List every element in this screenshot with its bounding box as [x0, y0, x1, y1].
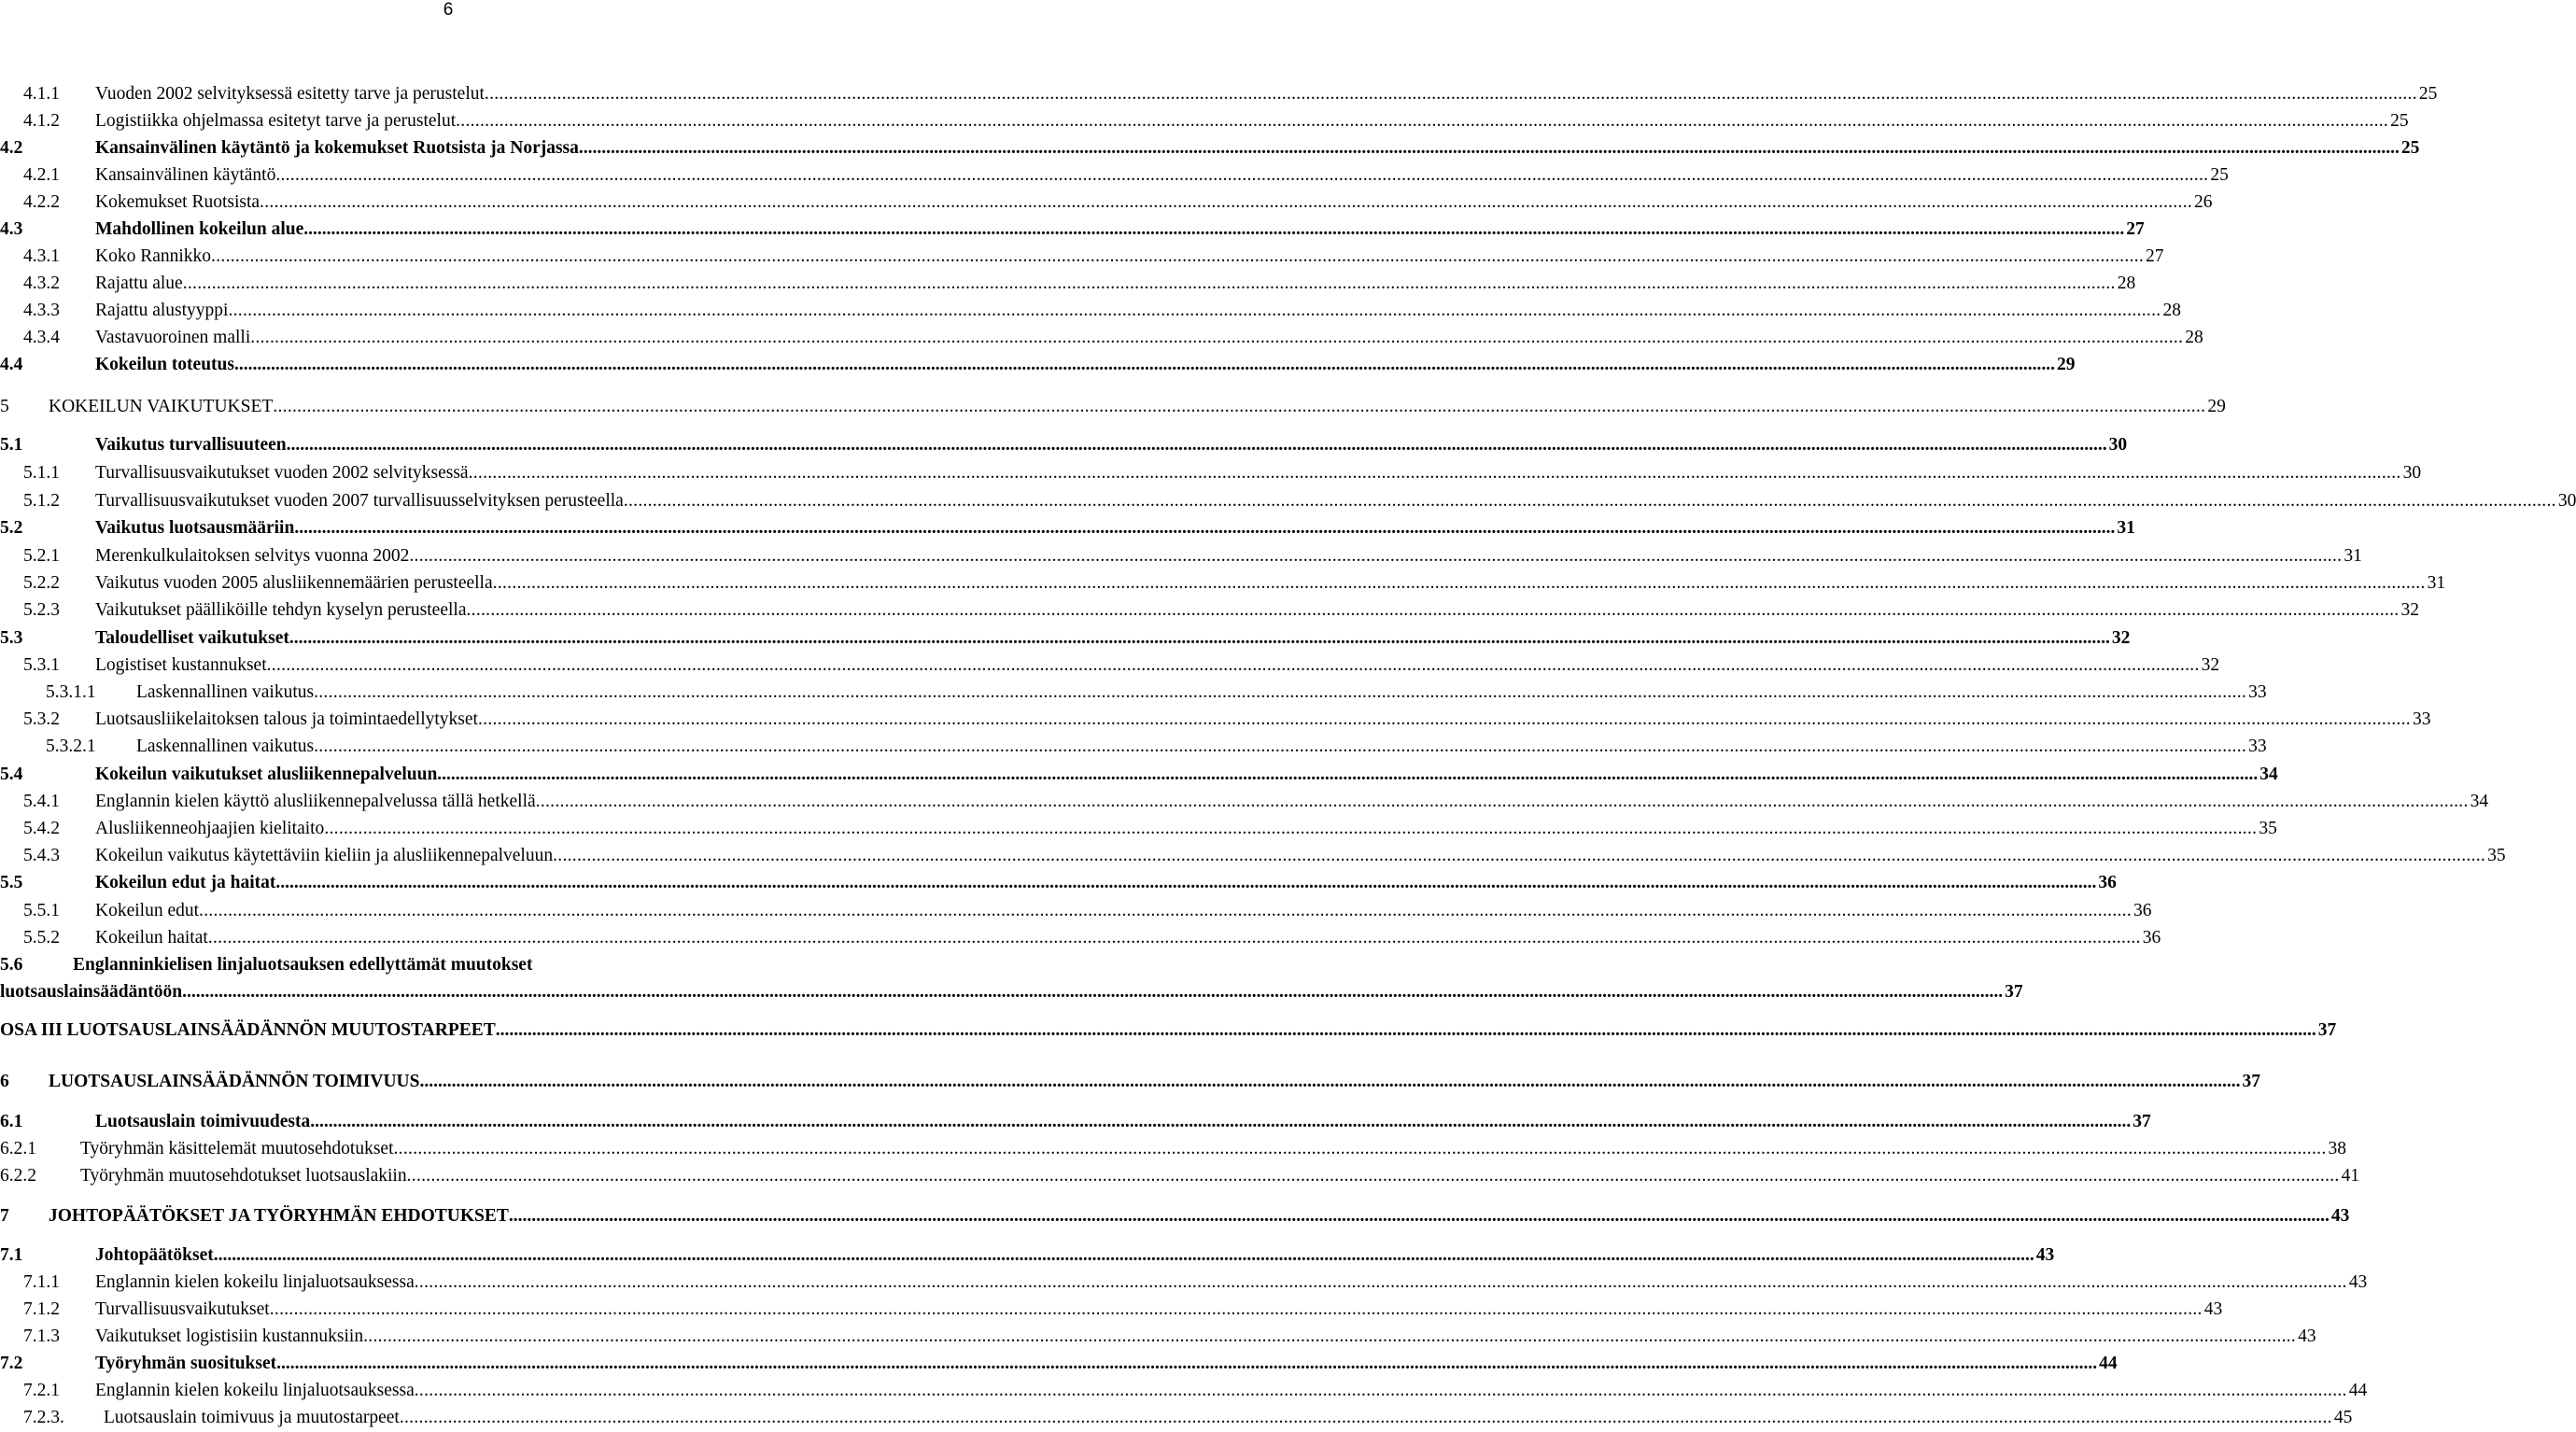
toc-number: 4.2.2	[23, 192, 60, 212]
toc-page-number: 32	[2111, 628, 2131, 648]
toc-number: 5.1.1	[23, 463, 60, 483]
toc-entry[interactable]	[0, 816, 2277, 841]
toc-page-number: 34	[2259, 765, 2278, 784]
toc-page-number: 32	[2400, 600, 2419, 620]
toc-number: 6.1	[0, 1112, 23, 1131]
toc-leader-dots: ................................................................................................................................................................................................................................................................................................................................................................................................................	[276, 1354, 2098, 1373]
toc-entry[interactable]	[0, 1109, 2151, 1134]
toc-entry[interactable]	[0, 488, 2576, 513]
toc-title: Laskennallinen vaikutus	[136, 682, 315, 702]
toc-page-number: 28	[2185, 328, 2203, 347]
toc-leader-dots: ................................................................................................................................................................................................................................................................................................................................................................................................................	[399, 1408, 2332, 1427]
toc-leader-dots: ................................................................................................................................................................................................................................................................................................................................................................................................................	[250, 328, 2184, 347]
toc-title-continuation: luotsauslainsäädäntöön	[0, 982, 183, 1002]
toc-number: 7.2.1	[23, 1381, 60, 1400]
toc-number: 5.2	[0, 518, 23, 538]
toc-number: 6.2.1	[0, 1139, 36, 1158]
toc-title: Vuoden 2002 selvityksessä esitetty tarve ja perustelut	[95, 84, 485, 104]
toc-number: 5.5.2	[23, 928, 60, 948]
toc-title: Koko Rannikko	[95, 246, 212, 266]
toc-page-number: 31	[2344, 546, 2362, 566]
toc-page-number: 33	[2412, 709, 2431, 729]
toc-entry[interactable]	[0, 625, 2131, 651]
toc-number: 5.4.3	[23, 846, 60, 865]
toc-title: Englannin kielen kokeilu linjaluotsauksessa	[95, 1272, 415, 1292]
toc-title: Turvallisuusvaikutukset vuoden 2007 turvallisuusselvityksen perusteella	[95, 491, 624, 511]
toc-title: Englannin kielen käyttö alusliikennepalvelussa tällä hetkellä	[95, 792, 536, 811]
toc-leader-dots: ................................................................................................................................................................................................................................................................................................................................................................................................................	[456, 111, 2389, 131]
toc-leader-dots: ................................................................................................................................................................................................................................................................................................................................................................................................................	[414, 1272, 2347, 1292]
toc-page-number: 41	[2341, 1166, 2360, 1186]
toc-leader-dots: ................................................................................................................................................................................................................................................................................................................................................................................................................	[303, 219, 2125, 239]
toc-title: Luotsauslain toimivuus ja muutostarpeet	[104, 1408, 400, 1427]
toc-page-number: 36	[2098, 873, 2117, 892]
toc-number: 7.1.2	[23, 1299, 60, 1319]
toc-leader-dots: ................................................................................................................................................................................................................................................................................................................................................................................................................	[578, 138, 2400, 158]
toc-page-number: 27	[2126, 219, 2145, 239]
toc-entry[interactable]	[0, 244, 2164, 269]
toc-leader-dots: ................................................................................................................................................................................................................................................................................................................................................................................................................	[484, 84, 2417, 104]
toc-title: Johtopäätökset	[95, 1245, 214, 1265]
toc-number: 5.3.2.1	[46, 737, 96, 756]
toc-number: 5.3.1.1	[46, 682, 96, 702]
toc-page-number: 36	[2133, 901, 2152, 920]
toc-page-number: 33	[2248, 737, 2267, 756]
toc-page-number: 45	[2333, 1408, 2353, 1427]
toc-leader-dots: ................................................................................................................................................................................................................................................................................................................................................................................................................	[260, 192, 2193, 212]
toc-page-number: 25	[2418, 84, 2438, 104]
toc-title: Kokeilun vaikutukset alusliikennepalveluun	[95, 765, 438, 784]
toc-leader-dots: ................................................................................................................................................................................................................................................................................................................................................................................................................	[228, 301, 2161, 320]
toc-number: 5.2.2	[23, 573, 60, 593]
toc-entry[interactable]	[0, 979, 2023, 1004]
toc-number: 5.3.1	[23, 655, 60, 675]
toc-entry[interactable]	[0, 898, 2152, 923]
toc-leader-dots: ................................................................................................................................................................................................................................................................................................................................................................................................................	[233, 355, 2055, 374]
toc-number: 7.2	[0, 1354, 23, 1373]
toc-entry[interactable]	[0, 597, 2419, 623]
toc-title: Luotsauslain toimivuudesta	[95, 1112, 311, 1131]
toc-title: Kansainvälinen käytäntö	[95, 165, 276, 185]
toc-title: Laskennallinen vaikutus	[136, 737, 315, 756]
toc-title: Luotsausliikelaitoksen talous ja toimintaedellytykset	[95, 709, 478, 729]
toc-page-number: 28	[2117, 274, 2136, 293]
toc-title: Kansainvälinen käytäntö ja kokemukset Ruotsista ja Norjassa	[95, 138, 579, 158]
toc-entry[interactable]	[0, 1297, 2223, 1322]
toc-entry[interactable]	[0, 789, 2489, 814]
toc-number: 5.2.1	[23, 546, 60, 566]
toc-leader-dots: ................................................................................................................................................................................................................................................................................................................................................................................................................	[466, 600, 2400, 620]
toc-entry[interactable]	[0, 1324, 2316, 1349]
toc-number: 5	[0, 397, 9, 416]
toc-title: Vaikutus luotsausmääriin	[95, 518, 295, 538]
toc-leader-dots: ................................................................................................................................................................................................................................................................................................................................................................................................................	[182, 982, 2004, 1002]
toc-entry[interactable]	[0, 1270, 2368, 1295]
toc-leader-dots: ................................................................................................................................................................................................................................................................................................................................................................................................................	[535, 792, 2469, 811]
toc-entry[interactable]	[0, 81, 2438, 106]
toc-title: Työryhmän suositukset	[95, 1354, 277, 1373]
toc-number: 4.3.1	[23, 246, 60, 266]
toc-number: 7.1	[0, 1245, 23, 1265]
toc-leader-dots: ................................................................................................................................................................................................................................................................................................................................................................................................................	[211, 246, 2145, 266]
toc-leader-dots: ................................................................................................................................................................................................................................................................................................................................................................................................................	[477, 709, 2411, 729]
toc-leader-dots: ................................................................................................................................................................................................................................................................................................................................................................................................................	[409, 546, 2343, 566]
toc-leader-dots: ................................................................................................................................................................................................................................................................................................................................................................................................................	[363, 1327, 2297, 1346]
toc-entry[interactable]	[0, 843, 2506, 868]
toc-title: Englanninkielisen linjaluotsauksen edellyttämät muutokset	[73, 955, 533, 975]
toc-title: Turvallisuusvaikutukset vuoden 2002 selvityksessä	[95, 463, 469, 483]
toc-page-number: 32	[2201, 655, 2220, 675]
toc-entry[interactable]	[0, 515, 2135, 541]
toc-number: 4.3.3	[23, 301, 60, 320]
toc-page-number: 29	[2056, 355, 2076, 374]
toc-number: 4.3.2	[23, 274, 60, 293]
toc-page-number: 35	[2487, 846, 2506, 865]
toc-leader-dots: ................................................................................................................................................................................................................................................................................................................................................................................................................	[199, 901, 2133, 920]
toc-entry[interactable]	[0, 653, 2220, 678]
toc-page-number: 43	[2035, 1245, 2055, 1265]
toc-page-number: 37	[2242, 1072, 2260, 1091]
toc-page-number: 38	[2328, 1139, 2346, 1158]
toc-leader-dots: ................................................................................................................................................................................................................................................................................................................................................................................................................	[468, 463, 2401, 483]
toc-page-number: 25	[2400, 138, 2420, 158]
toc-entry[interactable]	[0, 707, 2431, 732]
toc-number: 5.1.2	[23, 491, 60, 511]
toc-leader-dots: ................................................................................................................................................................................................................................................................................................................................................................................................................	[273, 397, 2206, 416]
toc-page-number: 37	[2133, 1112, 2151, 1131]
toc-title: Vastavuoroinen malli	[95, 328, 251, 347]
toc-page-number: 30	[2108, 435, 2128, 455]
toc-leader-dots: ................................................................................................................................................................................................................................................................................................................................................................................................................	[289, 628, 2110, 648]
toc-title: Vaikutus vuoden 2005 alusliikennemäärien perusteella	[95, 573, 493, 593]
toc-entry[interactable]	[0, 570, 2446, 596]
toc-entry[interactable]	[0, 762, 2278, 787]
toc-entry[interactable]	[0, 190, 2213, 215]
toc-title: Vaikutus turvallisuuteen	[95, 435, 287, 455]
toc-title: Turvallisuusvaikutukset	[95, 1299, 270, 1319]
toc-entry[interactable]	[0, 325, 2203, 350]
toc-page-number: 44	[2099, 1354, 2118, 1373]
toc-number: 6.2.2	[0, 1166, 36, 1186]
toc-number: 4.2.1	[23, 165, 60, 185]
toc-entry[interactable]	[0, 1069, 2260, 1094]
toc-title: Taloudelliset vaikutukset	[95, 628, 289, 648]
toc-leader-dots: ................................................................................................................................................................................................................................................................................................................................................................................................................	[294, 518, 2116, 538]
toc-page-number: 36	[2142, 928, 2161, 948]
toc-title: Rajattu alue	[95, 274, 183, 293]
toc-page-number: 30	[2402, 463, 2422, 483]
toc-number: 4.3.4	[23, 328, 60, 347]
toc-leader-dots: ................................................................................................................................................................................................................................................................................................................................................................................................................	[182, 274, 2116, 293]
toc-entry[interactable]	[0, 271, 2136, 296]
toc-title: Vaikutukset logistisiin kustannuksiin	[95, 1327, 364, 1346]
toc-leader-dots: ................................................................................................................................................................................................................................................................................................................................................................................................................	[213, 1245, 2034, 1265]
toc-leader-dots: ................................................................................................................................................................................................................................................................................................................................................................................................................	[275, 873, 2097, 892]
toc-title: KOKEILUN VAIKUTUKSET	[49, 397, 274, 416]
toc-page-number: 27	[2146, 246, 2164, 266]
toc-title: Kokeilun haitat	[95, 928, 208, 948]
toc-page-number: 34	[2470, 792, 2489, 811]
toc-title: Logistiset kustannukset	[95, 655, 267, 675]
toc-number: 4.1.2	[23, 111, 60, 131]
toc-number: 4.4	[0, 355, 23, 374]
toc-number: 5.3.2	[23, 709, 60, 729]
toc-entry[interactable]	[0, 1351, 2118, 1376]
toc-entry[interactable]	[0, 460, 2422, 485]
toc-title: Mahdollinen kokeilun alue	[95, 219, 304, 239]
toc-title: Kokeilun edut ja haitat	[95, 873, 276, 892]
toc-entry[interactable]	[0, 217, 2145, 242]
toc-page-number: 43	[2203, 1299, 2223, 1319]
toc-number: 7.1.1	[23, 1272, 60, 1292]
toc-leader-dots: ................................................................................................................................................................................................................................................................................................................................................................................................................	[437, 765, 2259, 784]
toc-title: Englannin kielen kokeilu linjaluotsauksessa	[95, 1381, 415, 1400]
toc-leader-dots: ................................................................................................................................................................................................................................................................................................................................................................................................................	[266, 655, 2200, 675]
toc-entry[interactable]	[0, 543, 2362, 569]
toc-entry[interactable]	[0, 680, 2267, 705]
toc-page-number: 28	[2162, 301, 2181, 320]
toc-leader-dots: ................................................................................................................................................................................................................................................................................................................................................................................................................	[623, 491, 2556, 511]
toc-entry[interactable]	[0, 1242, 2055, 1268]
toc-title: Kokeilun vaikutus käytettäviin kieliin ja alusliikennepalveluun	[95, 846, 554, 865]
toc-number: 4.3	[0, 219, 23, 239]
toc-entry[interactable]	[0, 298, 2181, 323]
toc-title: LUOTSAUSLAINSÄÄDÄNNÖN TOIMIVUUS	[49, 1072, 420, 1091]
toc-number: 5.4.1	[23, 792, 60, 811]
toc-leader-dots: ................................................................................................................................................................................................................................................................................................................................................................................................................	[492, 573, 2426, 593]
toc-page-number: 43	[2330, 1206, 2350, 1226]
toc-title: JOHTOPÄÄTÖKSET JA TYÖRYHMÄN EHDOTUKSET	[49, 1206, 509, 1226]
toc-entry[interactable]	[0, 1405, 2353, 1430]
toc-entry[interactable]	[0, 870, 2117, 895]
toc-leader-dots: ................................................................................................................................................................................................................................................................................................................................................................................................................	[324, 819, 2258, 838]
toc-page-number: 25	[2390, 111, 2409, 131]
toc-title: Logistiikka ohjelmassa esitetyt tarve ja perustelut	[95, 111, 457, 131]
toc-page-number: 37	[2005, 982, 2023, 1002]
toc-page-number: 30	[2557, 491, 2576, 511]
toc-page-number: 37	[2317, 1020, 2337, 1040]
toc-leader-dots: ................................................................................................................................................................................................................................................................................................................................................................................................................	[310, 1112, 2132, 1131]
toc-entry[interactable]	[0, 1018, 2337, 1043]
toc-entry[interactable]	[0, 394, 2226, 419]
toc-page-number: 33	[2248, 682, 2267, 702]
toc-number: 4.1.1	[23, 84, 60, 104]
toc-leader-dots: ................................................................................................................................................................................................................................................................................................................................................................................................................	[286, 435, 2107, 455]
toc-leader-dots: ................................................................................................................................................................................................................................................................................................................................................................................................................	[495, 1020, 2316, 1040]
toc-entry[interactable]	[0, 952, 896, 977]
toc-number: 5.5.1	[23, 901, 60, 920]
toc-number: 5.4	[0, 765, 23, 784]
toc-number: 5.3	[0, 628, 23, 648]
toc-title: Rajattu alustyyppi	[95, 301, 229, 320]
toc-leader-dots: ................................................................................................................................................................................................................................................................................................................................................................................................................	[553, 846, 2486, 865]
toc-leader-dots: ................................................................................................................................................................................................................................................................................................................................................................................................................	[269, 1299, 2203, 1319]
toc-number: 6	[0, 1072, 9, 1091]
toc-leader-dots: ................................................................................................................................................................................................................................................................................................................................................................................................................	[207, 928, 2141, 948]
toc-entry[interactable]	[0, 1203, 2350, 1228]
toc-entry[interactable]	[0, 1378, 2368, 1403]
toc-page-number: 43	[2298, 1327, 2316, 1346]
toc-page-number: 31	[2117, 518, 2135, 538]
toc-entry[interactable]	[0, 162, 2229, 188]
toc-entry[interactable]	[0, 135, 2420, 161]
toc-entry[interactable]	[0, 1136, 2346, 1161]
toc-leader-dots: ................................................................................................................................................................................................................................................................................................................................................................................................................	[406, 1166, 2340, 1186]
toc-entry[interactable]	[0, 734, 2267, 759]
toc-title: Kokeilun edut	[95, 901, 200, 920]
toc-leader-dots: ................................................................................................................................................................................................................................................................................................................................................................................................................	[314, 682, 2247, 702]
toc-page-number: 25	[2210, 165, 2229, 185]
page-number: 6	[443, 0, 454, 20]
toc-page-number: 26	[2194, 192, 2213, 212]
toc-page-number: 29	[2207, 397, 2226, 416]
toc-title: OSA III LUOTSAUSLAINSÄÄDÄNNÖN MUUTOSTARPEET	[0, 1020, 496, 1040]
toc-title: Työryhmän käsittelemät muutosehdotukset	[80, 1139, 394, 1158]
toc-number: 7.2.3.	[23, 1408, 64, 1427]
toc-page-number: 43	[2348, 1272, 2368, 1292]
toc-leader-dots: ................................................................................................................................................................................................................................................................................................................................................................................................................	[508, 1206, 2330, 1226]
toc-number: 5.2.3	[23, 600, 60, 620]
toc-page-number: 31	[2427, 573, 2446, 593]
toc-title: Kokemukset Ruotsista	[95, 192, 260, 212]
toc-title: Merenkulkulaitoksen selvitys vuonna 2002	[95, 546, 410, 566]
toc-page-number: 44	[2348, 1381, 2368, 1400]
toc-number: 4.2	[0, 138, 23, 158]
toc-title: Kokeilun toteutus	[95, 355, 234, 374]
toc-number: 5.4.2	[23, 819, 60, 838]
toc-entry[interactable]	[0, 925, 2161, 950]
toc-entry[interactable]	[0, 1163, 2360, 1188]
toc-number: 5.6	[0, 955, 23, 975]
toc-leader-dots: ................................................................................................................................................................................................................................................................................................................................................................................................................	[393, 1139, 2327, 1158]
toc-page-number: 35	[2259, 819, 2277, 838]
toc-number: 7	[0, 1206, 9, 1226]
toc-leader-dots: ................................................................................................................................................................................................................................................................................................................................................................................................................	[314, 737, 2247, 756]
toc-number: 5.1	[0, 435, 23, 455]
toc-entry[interactable]	[0, 432, 2128, 457]
toc-entry[interactable]	[0, 108, 2409, 133]
toc-leader-dots: ................................................................................................................................................................................................................................................................................................................................................................................................................	[419, 1072, 2241, 1091]
toc-leader-dots: ................................................................................................................................................................................................................................................................................................................................................................................................................	[414, 1381, 2347, 1400]
toc-number: 7.1.3	[23, 1327, 60, 1346]
toc-number: 5.5	[0, 873, 23, 892]
toc-title: Alusliikenneohjaajien kielitaito	[95, 819, 325, 838]
toc-leader-dots: ................................................................................................................................................................................................................................................................................................................................................................................................................	[275, 165, 2209, 185]
toc-title: Työryhmän muutosehdotukset luotsauslakiin	[80, 1166, 407, 1186]
toc-entry[interactable]	[0, 352, 2076, 377]
toc-title: Vaikutukset päälliköille tehdyn kyselyn perusteella	[95, 600, 467, 620]
